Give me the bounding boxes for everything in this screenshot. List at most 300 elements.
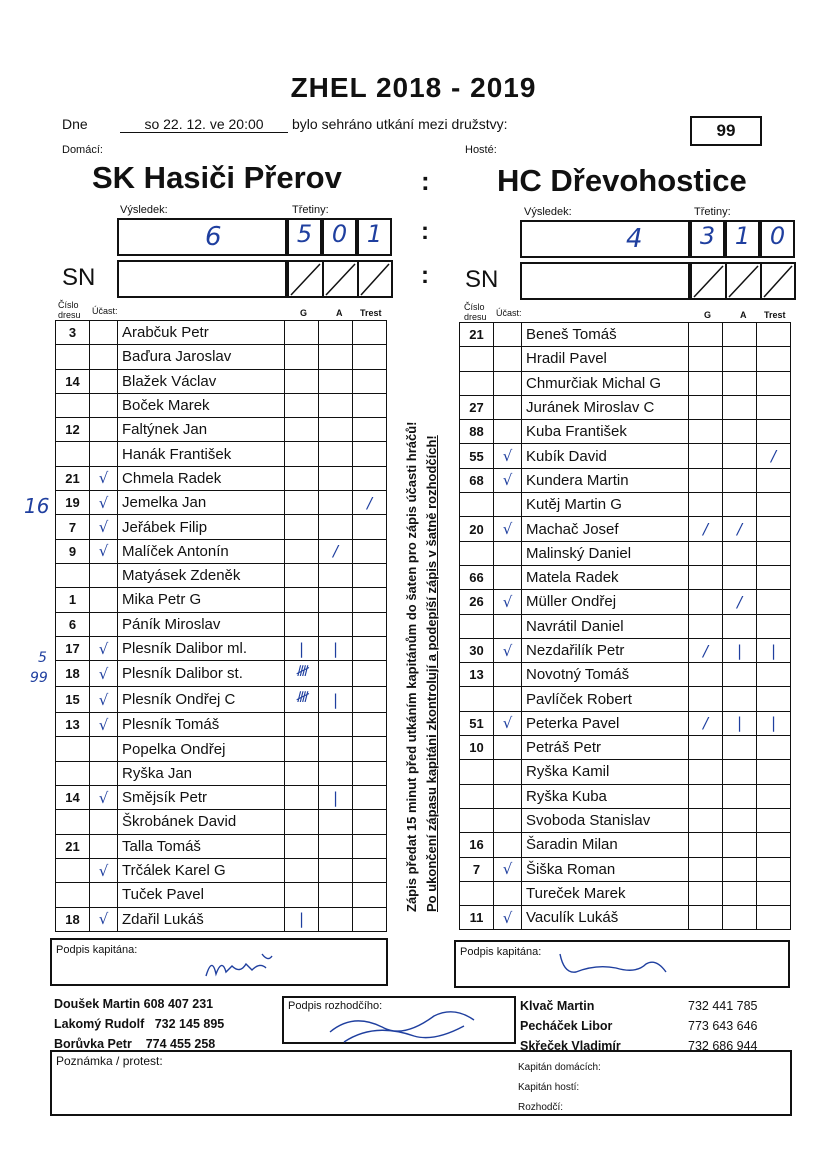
player-number [460,371,494,395]
player-number: 18 [56,907,90,931]
player-number: 21 [56,466,90,490]
player-number [56,810,90,834]
goals [689,808,723,832]
left-contacts [54,994,224,1054]
assists [319,713,353,737]
penalty [353,858,387,882]
colon-separator: : [421,262,429,289]
penalty [353,418,387,442]
goals [689,614,723,638]
player-name: Faltýnek Jan [118,418,285,442]
player-number: 12 [56,418,90,442]
penalty [757,493,791,517]
presence-check: √ [494,906,522,930]
contact-name: Borůvka Petr [54,1037,132,1051]
penalty [353,761,387,785]
player-number [460,687,494,711]
presence-check: √ [494,590,522,614]
referee-sig-label: Podpis rozhodčího: [288,1000,383,1012]
presence-check: √ [494,711,522,735]
player-row [56,834,387,858]
player-number: 30 [460,638,494,662]
captain-guest-label: Kapitán hostí: [518,1082,580,1093]
presence-check [494,736,522,760]
presence-check [494,347,522,371]
player-name: Tureček Marek [522,881,689,905]
assists [319,612,353,636]
presence-check [494,808,522,832]
player-number [56,345,90,369]
home-col-number: Číslo dresu [58,300,81,320]
presence-check: √ [90,858,118,882]
home-period-3: 1 [357,218,392,256]
assists [723,857,757,881]
goals [285,442,319,466]
player-number: 15 [56,687,90,713]
goals [285,713,319,737]
assists [723,468,757,492]
player-name: Páník Miroslav [118,612,285,636]
player-number: 14 [56,786,90,810]
presence-check [494,760,522,784]
player-row [56,393,387,417]
contact-name: Skřeček Vladimír [520,1039,621,1053]
goals: / [689,517,723,541]
home-handwritten-number: 99 [30,670,48,686]
goals [285,858,319,882]
player-number [56,883,90,907]
player-row [56,321,387,345]
home-col-trest: Trest [360,308,382,318]
player-name: Navrátil Daniel [522,614,689,638]
goals [285,810,319,834]
player-row [460,711,791,735]
home-col-presence: Účast: [92,306,118,316]
contact-phone: 732 145 895 [154,1017,225,1031]
player-number [56,737,90,761]
contact-phone: 608 407 231 [143,997,214,1011]
player-name: Blažek Václav [118,369,285,393]
goals [689,395,723,419]
player-name: Ryška Kuba [522,784,689,808]
penalty: | [757,638,791,662]
contact-phone: 773 643 646 [688,1019,758,1033]
penalty [757,663,791,687]
presence-check: √ [90,515,118,539]
penalty [353,907,387,931]
player-name: Matela Radek [522,565,689,589]
assists: / [723,590,757,614]
penalty [757,736,791,760]
guest-sn-label: SN [465,266,499,293]
assists: | [319,687,353,713]
contact-row [54,1014,224,1034]
player-name: Svoboda Stanislav [522,808,689,832]
goals [689,371,723,395]
home-periods-label: Třetiny: [292,204,329,216]
goals [689,906,723,930]
player-row [460,736,791,760]
player-row [460,565,791,589]
assists [723,420,757,444]
player-number: 18 [56,661,90,687]
goals [689,493,723,517]
assists [723,493,757,517]
page-title: ZHEL 2018 - 2019 [290,72,537,103]
player-row [56,761,387,785]
guest-score-box [520,220,690,258]
penalty [353,345,387,369]
player-row [460,468,791,492]
guest-col-trest: Trest [764,310,786,320]
player-row [460,687,791,711]
player-name: Kutěj Martin G [522,493,689,517]
player-number [56,393,90,417]
assists [723,687,757,711]
penalty [757,395,791,419]
assists [723,760,757,784]
player-name: Plesník Ondřej C [118,687,285,713]
player-number: 19 [56,491,90,515]
player-number: 13 [460,663,494,687]
player-number [460,808,494,832]
player-number: 6 [56,612,90,636]
goals [285,834,319,858]
guest-col-number: Číslo dresu [464,302,487,322]
player-row [460,906,791,930]
vertical-note-line2: Po ukončení zápasu kapitáni zkontrolují a podepíší zápis v šatně rozhodčích! [424,435,439,912]
presence-check: √ [90,713,118,737]
player-number [460,881,494,905]
player-name: Ryška Kamil [522,760,689,784]
guest-captain-signature [556,944,676,988]
goals: / [689,638,723,662]
goals [285,539,319,563]
presence-check [90,810,118,834]
penalty: | [757,711,791,735]
player-row [56,491,387,515]
captain-home-label: Kapitán domácích: [518,1062,601,1073]
guest-col-a: A [740,310,747,320]
guest-period-3: 0 [760,220,795,258]
penalty [757,517,791,541]
assists [319,737,353,761]
player-row [56,466,387,490]
presence-check: √ [90,539,118,563]
referee-signature [324,1002,484,1046]
penalty [353,786,387,810]
guest-periods-label: Třetiny: [694,206,731,218]
goals [689,347,723,371]
goals [285,883,319,907]
referee-signature-box [282,996,516,1044]
player-name: Plesník Dalibor ml. [118,636,285,660]
player-number [460,493,494,517]
referee-label: Rozhodčí: [518,1102,564,1113]
player-number: 66 [460,565,494,589]
contact-name: Doušek Martin [54,997,141,1011]
penalty [757,808,791,832]
presence-check: √ [494,444,522,468]
goals [689,420,723,444]
penalty: / [353,491,387,515]
guest-sn-box [520,262,690,300]
player-number: 10 [460,736,494,760]
player-row [56,687,387,713]
goals [285,612,319,636]
penalty [757,468,791,492]
assists [723,347,757,371]
penalty [353,515,387,539]
player-name: Baďura Jaroslav [118,345,285,369]
player-row [460,395,791,419]
guest-period-1: 3 [690,220,725,258]
player-name: Chmela Radek [118,466,285,490]
penalty [353,612,387,636]
assists [723,784,757,808]
player-number: 88 [460,420,494,444]
player-number [460,541,494,565]
penalty [757,906,791,930]
presence-check: √ [90,636,118,660]
presence-check [494,614,522,638]
home-captain-sig-label: Podpis kapitána: [56,944,138,956]
goals: 𝍸 [285,661,319,687]
goals [689,468,723,492]
player-row [460,857,791,881]
player-row [56,588,387,612]
presence-check [90,418,118,442]
goals [689,323,723,347]
goals: / [689,711,723,735]
player-row [460,833,791,857]
assists [319,345,353,369]
player-name: Hanák František [118,442,285,466]
player-number: 14 [56,369,90,393]
contact-name: Klvač Martin [520,999,595,1013]
player-name: Machač Josef [522,517,689,541]
goals [689,784,723,808]
player-number: 11 [460,906,494,930]
goals [285,466,319,490]
player-row [56,713,387,737]
presence-check [90,442,118,466]
player-row [56,345,387,369]
assists: / [319,539,353,563]
player-number: 7 [56,515,90,539]
date-label: Dne [62,116,88,132]
penalty: / [757,444,791,468]
player-name: Plesník Dalibor st. [118,661,285,687]
assists [723,395,757,419]
home-period-1: 5 [287,218,322,256]
penalty [757,541,791,565]
presence-check [90,321,118,345]
player-number: 16 [460,833,494,857]
player-row [460,760,791,784]
player-row [56,418,387,442]
goals [285,491,319,515]
assists [319,883,353,907]
player-number [460,614,494,638]
player-number [460,760,494,784]
assists [319,661,353,687]
player-row [460,784,791,808]
penalty [353,539,387,563]
assists [319,810,353,834]
presence-check [494,833,522,857]
goals [689,833,723,857]
home-roster-table [55,320,387,932]
home-team-name: SK Hasiči Přerov [92,160,342,195]
assists [319,588,353,612]
penalty [353,442,387,466]
player-row [56,515,387,539]
presence-check [494,881,522,905]
assists [319,834,353,858]
guest-label: Hosté: [465,144,497,156]
player-name: Popelka Ondřej [118,737,285,761]
goals: | [285,907,319,931]
home-handwritten-number: 16 [24,494,50,518]
goals [689,736,723,760]
player-number: 20 [460,517,494,541]
assists: | [723,638,757,662]
penalty [353,321,387,345]
player-name: Malíček Antonín [118,539,285,563]
goals [689,663,723,687]
goals [689,565,723,589]
penalty [757,347,791,371]
contact-phone: 774 455 258 [145,1037,216,1051]
assists [723,614,757,638]
presence-check [494,541,522,565]
home-score: 6 [205,222,222,252]
assists: | [319,786,353,810]
player-name: Kundera Martin [522,468,689,492]
presence-check [494,687,522,711]
player-row [56,907,387,931]
player-name: Plesník Tomáš [118,713,285,737]
player-name: Nezdařilík Petr [522,638,689,662]
penalty [757,420,791,444]
date-value: so 22. 12. ve 20:00 [120,116,288,133]
home-sn-label: SN [62,264,96,291]
player-row [56,737,387,761]
presence-check [90,883,118,907]
penalty [353,393,387,417]
penalty [757,323,791,347]
player-number [460,784,494,808]
player-name: Šaradin Milan [522,833,689,857]
goals [285,588,319,612]
home-label: Domácí: [62,144,103,156]
assists [319,761,353,785]
player-name: Pavlíček Robert [522,687,689,711]
assists [319,858,353,882]
player-row [56,810,387,834]
goals [689,881,723,905]
assists [319,321,353,345]
guest-captain-signature-box [454,940,790,988]
player-row [56,563,387,587]
assists [723,906,757,930]
player-name: Tuček Pavel [118,883,285,907]
goals: | [285,636,319,660]
player-row [56,539,387,563]
goals [285,345,319,369]
player-row [460,517,791,541]
assists [319,418,353,442]
goals [689,760,723,784]
player-number: 17 [56,636,90,660]
match-number: 99 [690,116,762,146]
presence-check [494,395,522,419]
presence-check [494,493,522,517]
assists [319,466,353,490]
assists [723,881,757,905]
guest-result-label: Výsledek: [524,206,572,218]
player-number: 27 [460,395,494,419]
player-number: 21 [56,834,90,858]
penalty [353,713,387,737]
player-name: Malinský Daniel [522,541,689,565]
player-row [460,493,791,517]
note-label: Poznámka / protest: [56,1054,163,1068]
contact-phone: 732 686 944 [688,1039,758,1053]
guest-score: 4 [626,224,643,254]
player-row [56,636,387,660]
goals [285,418,319,442]
player-row [460,420,791,444]
assists [723,371,757,395]
assists [319,563,353,587]
penalty [757,857,791,881]
player-row [460,347,791,371]
presence-check: √ [90,907,118,931]
right-contacts-names [520,996,621,1056]
player-number: 1 [56,588,90,612]
assists [723,565,757,589]
guest-col-presence: Účast: [496,308,522,318]
home-result-label: Výsledek: [120,204,168,216]
penalty [353,636,387,660]
player-name: Chmurčiak Michal G [522,371,689,395]
assists [723,444,757,468]
player-name: Šiška Roman [522,857,689,881]
player-name: Peterka Pavel [522,711,689,735]
player-number: 55 [460,444,494,468]
home-score-box [117,218,287,256]
presence-check [494,565,522,589]
player-row [56,858,387,882]
presence-check [90,369,118,393]
player-number: 51 [460,711,494,735]
player-name: Talla Tomáš [118,834,285,858]
player-row [460,881,791,905]
penalty [353,563,387,587]
guest-period-2: 1 [725,220,760,258]
player-name: Hradil Pavel [522,347,689,371]
assists [319,491,353,515]
presence-check [90,737,118,761]
assists [723,833,757,857]
penalty [353,834,387,858]
player-number: 26 [460,590,494,614]
presence-check [494,323,522,347]
goals [689,541,723,565]
player-name: Arabčuk Petr [118,321,285,345]
